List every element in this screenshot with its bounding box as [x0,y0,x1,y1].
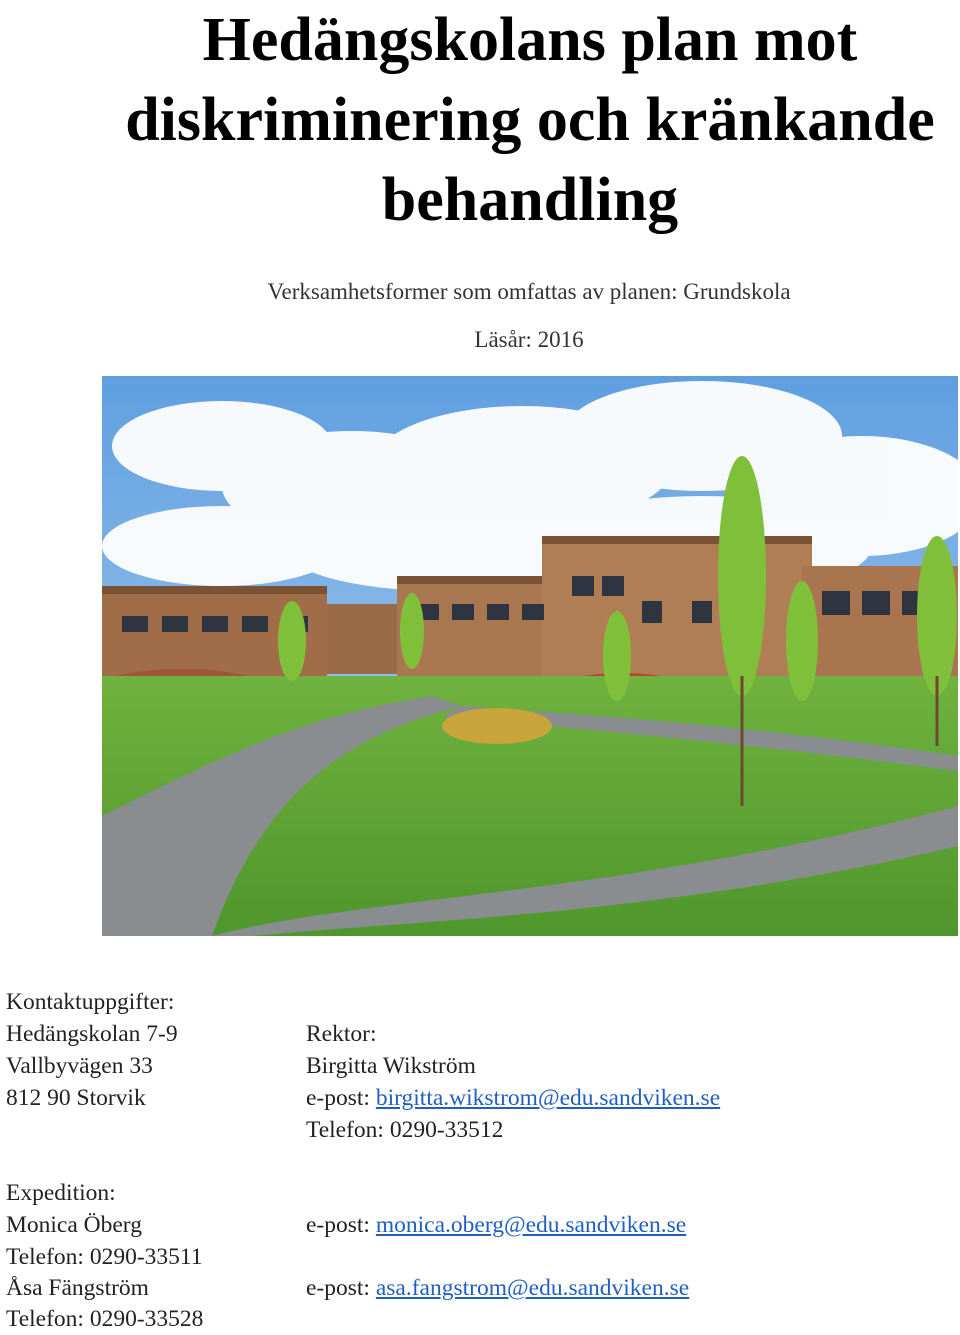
principal-name: Birgitta Wikström [306,1053,476,1079]
principal-phone: Telefon: 0290-33512 [306,1117,504,1143]
contact-heading: Kontaktuppgifter: [6,989,175,1015]
postal-address: 812 90 Storvik [6,1085,146,1111]
staff-email-label-2: e-post: [306,1275,376,1301]
title-line-1: Hedängskolans plan mot [202,6,858,74]
staff-name-1: Monica Öberg [6,1212,142,1238]
staff-email-link-2[interactable]: asa.fangstrom@edu.sandviken.se [375,1275,690,1301]
staff-email-label-1: e-post: [306,1212,376,1238]
title-line-3: behandling [381,166,679,234]
staff-phone-1: Telefon: 0290-33511 [6,1244,203,1270]
staff-email-line-1 [306,1210,686,1241]
school-building-image [102,376,958,936]
principal-email-line [306,1083,720,1114]
principal-email-label: e-post: [306,1085,376,1111]
staff-phone-2: Telefon: 0290-33528 [6,1306,204,1332]
principal-heading: Rektor: [306,1021,377,1047]
school-year: Läsår: 2016 [474,327,584,352]
principal-email-link[interactable]: birgitta.wikstrom@edu.sandviken.se [375,1085,721,1111]
document-title [60,0,960,240]
school-photo [102,376,958,936]
street-address: Vallbyvägen 33 [6,1053,153,1079]
staff-name-2: Åsa Fängström [6,1275,149,1301]
scope-text: Verksamhetsformer som omfattas av planen: Grundskola [267,279,791,304]
staff-email-link-1[interactable]: monica.oberg@edu.sandviken.se [375,1212,687,1238]
staff-email-line-2 [306,1273,689,1304]
school-name: Hedängskolan 7-9 [6,1021,178,1047]
office-heading: Expedition: [6,1180,116,1206]
title-line-2: diskriminering och kränkande [125,86,935,154]
